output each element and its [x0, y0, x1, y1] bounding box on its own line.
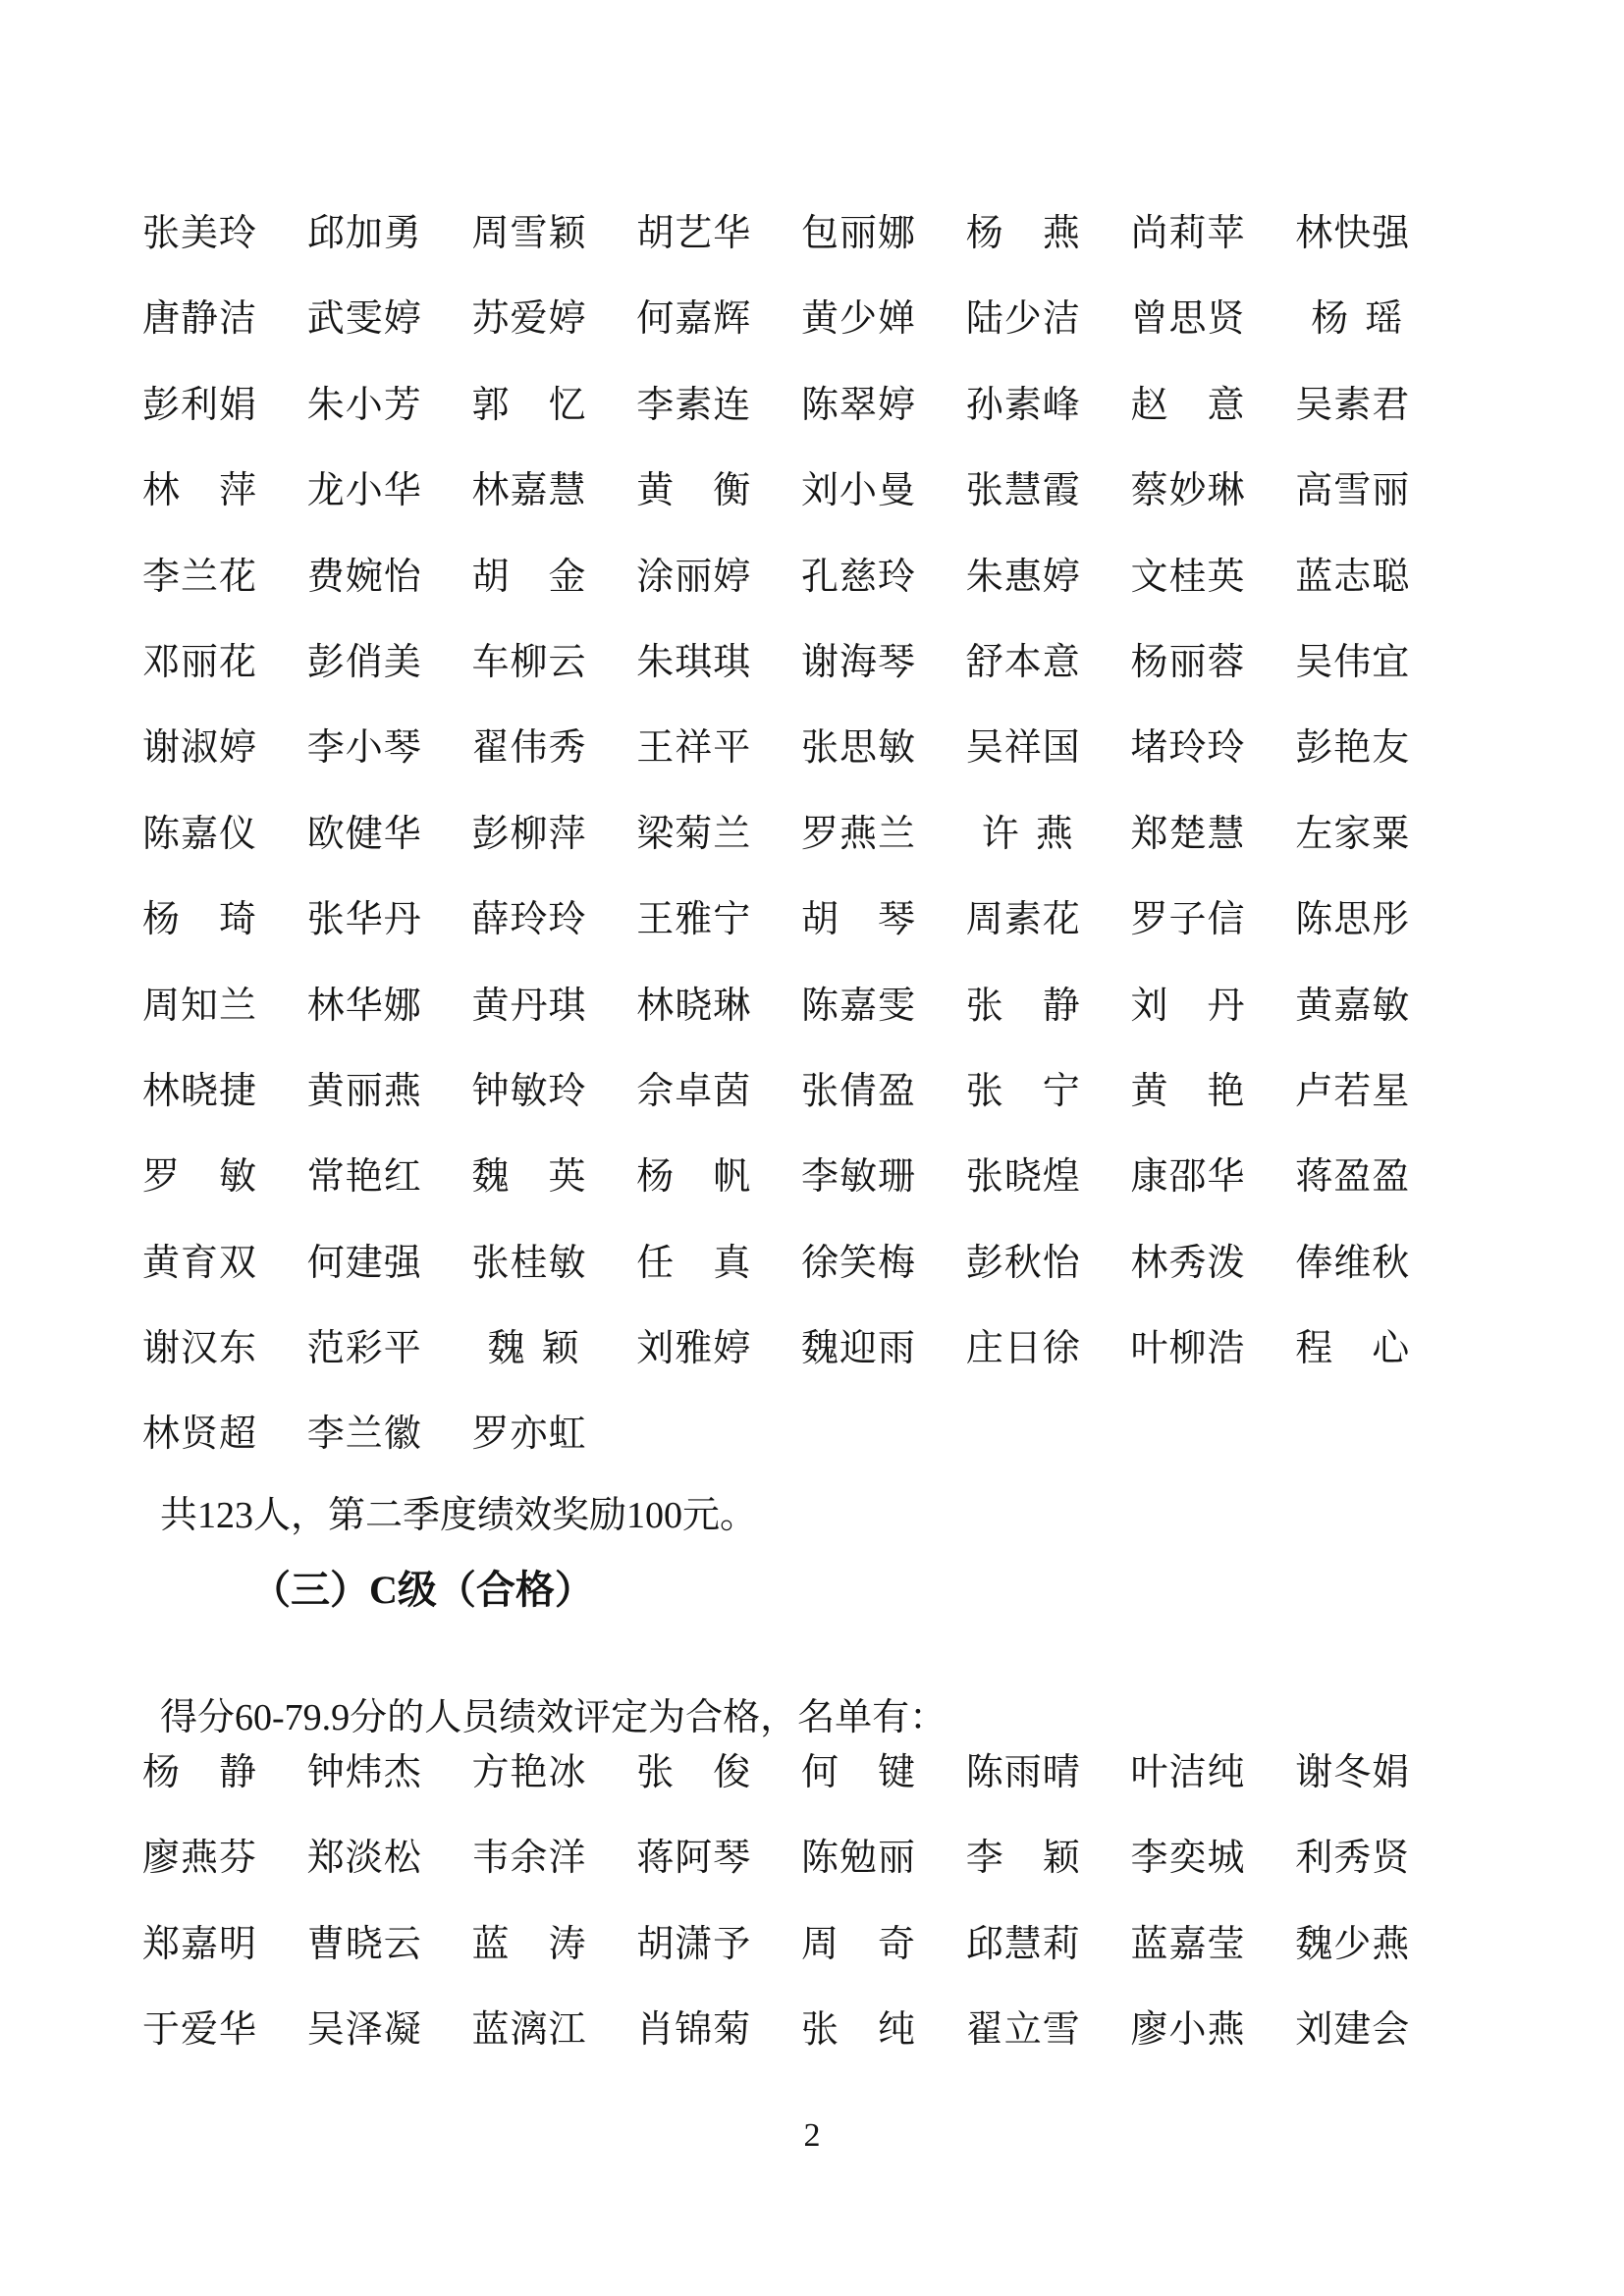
- person-name: 涂丽婷: [636, 556, 752, 598]
- person-name: 欧健华: [306, 813, 422, 855]
- person-name: 胡艺华: [636, 213, 752, 254]
- person-name: 林华娜: [306, 985, 422, 1027]
- name-row: [142, 1240, 1460, 1325]
- person-name: 肖锦菊: [636, 2009, 752, 2052]
- person-name: 李小琴: [306, 727, 422, 770]
- person-name: 周知兰: [142, 985, 258, 1027]
- person-name: 尚莉苹: [1130, 213, 1246, 254]
- person-name: 李兰徽: [306, 1414, 422, 1456]
- person-name: 范彩平: [306, 1328, 422, 1370]
- person-name: 胡 琴: [801, 899, 917, 941]
- person-name: 陈嘉仪: [142, 813, 258, 855]
- person-name: 廖燕芬: [142, 1838, 258, 1880]
- person-name: 彭柳萍: [471, 813, 587, 855]
- person-name: 曹晓云: [306, 1923, 422, 1965]
- person-name: 邱加勇: [306, 213, 422, 254]
- person-name: 吴伟宜: [1295, 641, 1411, 683]
- person-name: 左家粟: [1295, 813, 1411, 855]
- person-name: 高雪丽: [1295, 470, 1411, 512]
- person-name: 于爱华: [142, 2009, 258, 2052]
- person-name: 翟伟秀: [471, 727, 587, 770]
- name-row: [142, 1835, 1460, 1920]
- person-name: 康邵华: [1130, 1156, 1246, 1199]
- person-name: 徐笑梅: [801, 1242, 917, 1284]
- person-name: 孙素峰: [965, 384, 1081, 426]
- person-name: 佘卓茵: [636, 1070, 752, 1112]
- person-name: 林晓琳: [636, 985, 752, 1027]
- person-name: 郑淡松: [306, 1838, 422, 1880]
- name-row: [142, 382, 1460, 467]
- person-name: 何建强: [306, 1242, 422, 1284]
- person-name: 张 静: [965, 985, 1081, 1027]
- name-row: [142, 639, 1460, 724]
- person-name: 魏迎雨: [801, 1328, 917, 1370]
- person-name: 张 俊: [636, 1752, 752, 1793]
- person-name: 蓝 涛: [471, 1923, 587, 1965]
- person-name: 蒋盈盈: [1295, 1156, 1411, 1199]
- c-grade-heading: （三）C级（合格）: [251, 1568, 594, 1612]
- person-name: 张 纯: [801, 2009, 917, 2052]
- person-name: 刘雅婷: [636, 1328, 752, 1370]
- person-name: 薛玲玲: [471, 899, 587, 941]
- c-grade-intro: 得分60-79.9分的人员绩效评定为合格，名单有：: [160, 1697, 947, 1738]
- person-name: 周雪颖: [471, 213, 587, 254]
- b-grade-summary: 共123人，第二季度绩效奖励100元。: [160, 1495, 758, 1536]
- person-name: 韦余洋: [471, 1838, 587, 1880]
- person-name: 李素连: [636, 384, 752, 426]
- person-name: 林快强: [1295, 213, 1411, 254]
- b-grade-name-grid: [142, 210, 1460, 1497]
- person-name: 邓丽花: [142, 641, 258, 683]
- person-name: 吴祥国: [965, 727, 1081, 770]
- person-name: 刘 丹: [1130, 985, 1246, 1027]
- person-name: 文桂英: [1130, 556, 1246, 598]
- person-name: 俸维秋: [1295, 1242, 1411, 1284]
- person-name: 李兰花: [142, 556, 258, 598]
- person-name: 陈翠婷: [801, 384, 917, 426]
- person-name: 张倩盈: [801, 1070, 917, 1112]
- person-name: 蓝漓江: [471, 2009, 587, 2052]
- person-name: 苏爱婷: [471, 298, 587, 341]
- person-name: 王祥平: [636, 727, 752, 770]
- person-name: 何 键: [801, 1752, 917, 1793]
- person-name: 朱小芳: [306, 384, 422, 426]
- person-name: 费婉怡: [306, 556, 422, 598]
- person-name: 堵玲玲: [1130, 727, 1246, 770]
- person-name: 张 宁: [965, 1070, 1081, 1112]
- person-name: 黄 衡: [636, 470, 752, 512]
- person-name: 包丽娜: [801, 213, 917, 254]
- person-name: 林贤超: [142, 1414, 258, 1456]
- person-name: 许燕: [981, 813, 1090, 855]
- person-name: 胡 金: [471, 556, 587, 598]
- person-name: 张晓煌: [965, 1156, 1081, 1199]
- person-name: 蓝嘉莹: [1130, 1923, 1246, 1965]
- name-row: [142, 1749, 1460, 1835]
- person-name: 廖小燕: [1130, 2009, 1246, 2052]
- person-name: 周 奇: [801, 1923, 917, 1965]
- person-name: 程 心: [1295, 1328, 1411, 1370]
- name-row: [142, 1325, 1460, 1411]
- person-name: 吴泽凝: [306, 2009, 422, 2052]
- person-name: 黄 艳: [1130, 1070, 1246, 1112]
- person-name: 陈嘉雯: [801, 985, 917, 1027]
- person-name: 杨 燕: [965, 213, 1081, 254]
- person-name: 杨瑶: [1311, 298, 1420, 341]
- person-name: 罗燕兰: [801, 813, 917, 855]
- person-name: 朱琪琪: [636, 641, 752, 683]
- person-name: 张桂敏: [471, 1242, 587, 1284]
- person-name: 蓝志聪: [1295, 556, 1411, 598]
- name-row: [142, 554, 1460, 639]
- person-name: 杨 静: [142, 1752, 258, 1793]
- person-name: 王雅宁: [636, 899, 752, 941]
- page-number: 2: [803, 2117, 821, 2154]
- person-name: 钟炜杰: [306, 1752, 422, 1793]
- person-name: 李敏珊: [801, 1156, 917, 1199]
- person-name: 胡潇予: [636, 1923, 752, 1965]
- person-name: 唐静洁: [142, 298, 258, 341]
- person-name: 何嘉辉: [636, 298, 752, 341]
- person-name: 常艳红: [306, 1156, 422, 1199]
- person-name: 魏颖: [487, 1328, 596, 1370]
- person-name: 周素花: [965, 899, 1081, 941]
- person-name: 郑嘉明: [142, 1923, 258, 1965]
- person-name: 孔慈玲: [801, 556, 917, 598]
- name-row: [142, 295, 1460, 381]
- name-row: [142, 1921, 1460, 2006]
- name-row: [142, 1068, 1460, 1153]
- name-row: [142, 1153, 1460, 1239]
- person-name: 黄嘉敏: [1295, 985, 1411, 1027]
- person-name: 任 真: [636, 1242, 752, 1284]
- person-name: 谢汉东: [142, 1328, 258, 1370]
- person-name: 梁菊兰: [636, 813, 752, 855]
- person-name: 朱惠婷: [965, 556, 1081, 598]
- person-name: 魏少燕: [1295, 1923, 1411, 1965]
- person-name: 林晓捷: [142, 1070, 258, 1112]
- person-name: 郑楚慧: [1130, 813, 1246, 855]
- person-name: 刘小曼: [801, 470, 917, 512]
- person-name: 张美玲: [142, 213, 258, 254]
- person-name: 彭艳友: [1295, 727, 1411, 770]
- name-row: [142, 1411, 1460, 1496]
- person-name: 林 萍: [142, 470, 258, 512]
- name-row: [142, 210, 1460, 295]
- person-name: 舒本意: [965, 641, 1081, 683]
- person-name: 林嘉慧: [471, 470, 587, 512]
- person-name: 谢冬娟: [1295, 1752, 1411, 1793]
- person-name: 黄育双: [142, 1242, 258, 1284]
- person-name: 刘建会: [1295, 2009, 1411, 2052]
- person-name: 陆少洁: [965, 298, 1081, 341]
- person-name: 赵 意: [1130, 384, 1246, 426]
- person-name: 钟敏玲: [471, 1070, 587, 1112]
- person-name: 魏 英: [471, 1156, 587, 1199]
- name-row: [142, 467, 1460, 553]
- person-name: 武雯婷: [306, 298, 422, 341]
- person-name: 邱慧莉: [965, 1923, 1081, 1965]
- person-name: 郭 忆: [471, 384, 587, 426]
- person-name: 杨 帆: [636, 1156, 752, 1199]
- person-name: 利秀贤: [1295, 1838, 1411, 1880]
- person-name: 彭秋怡: [965, 1242, 1081, 1284]
- person-name: 彭俏美: [306, 641, 422, 683]
- name-row: [142, 983, 1460, 1068]
- person-name: 曾思贤: [1130, 298, 1246, 341]
- person-name: 陈雨晴: [965, 1752, 1081, 1793]
- person-name: 李 颖: [965, 1838, 1081, 1880]
- person-name: 谢淑婷: [142, 727, 258, 770]
- name-row: [142, 896, 1460, 982]
- person-name: 叶洁纯: [1130, 1752, 1246, 1793]
- person-name: 蔡妙琳: [1130, 470, 1246, 512]
- person-name: 陈思彤: [1295, 899, 1411, 941]
- name-row: [142, 811, 1460, 896]
- name-row: [142, 2006, 1460, 2092]
- person-name: 卢若星: [1295, 1070, 1411, 1112]
- person-name: 方艳冰: [471, 1752, 587, 1793]
- person-name: 吴素君: [1295, 384, 1411, 426]
- person-name: 蒋阿琴: [636, 1838, 752, 1880]
- person-name: 罗子信: [1130, 899, 1246, 941]
- person-name: 杨丽蓉: [1130, 641, 1246, 683]
- person-name: 车柳云: [471, 641, 587, 683]
- person-name: 林秀泼: [1130, 1242, 1246, 1284]
- person-name: 黄丽燕: [306, 1070, 422, 1112]
- c-grade-name-grid: [142, 1749, 1460, 2093]
- person-name: 翟立雪: [965, 2009, 1081, 2052]
- person-name: 李奕城: [1130, 1838, 1246, 1880]
- person-name: 谢海琴: [801, 641, 917, 683]
- person-name: 罗亦虹: [471, 1414, 587, 1456]
- person-name: 庄日徐: [965, 1328, 1081, 1370]
- person-name: 张思敏: [801, 727, 917, 770]
- person-name: 杨 琦: [142, 899, 258, 941]
- person-name: 张华丹: [306, 899, 422, 941]
- person-name: 黄少婵: [801, 298, 917, 341]
- person-name: 罗 敏: [142, 1156, 258, 1199]
- person-name: 龙小华: [306, 470, 422, 512]
- name-row: [142, 724, 1460, 810]
- person-name: 叶柳浩: [1130, 1328, 1246, 1370]
- person-name: 彭利娟: [142, 384, 258, 426]
- person-name: 黄丹琪: [471, 985, 587, 1027]
- person-name: 张慧霞: [965, 470, 1081, 512]
- person-name: 陈勉丽: [801, 1838, 917, 1880]
